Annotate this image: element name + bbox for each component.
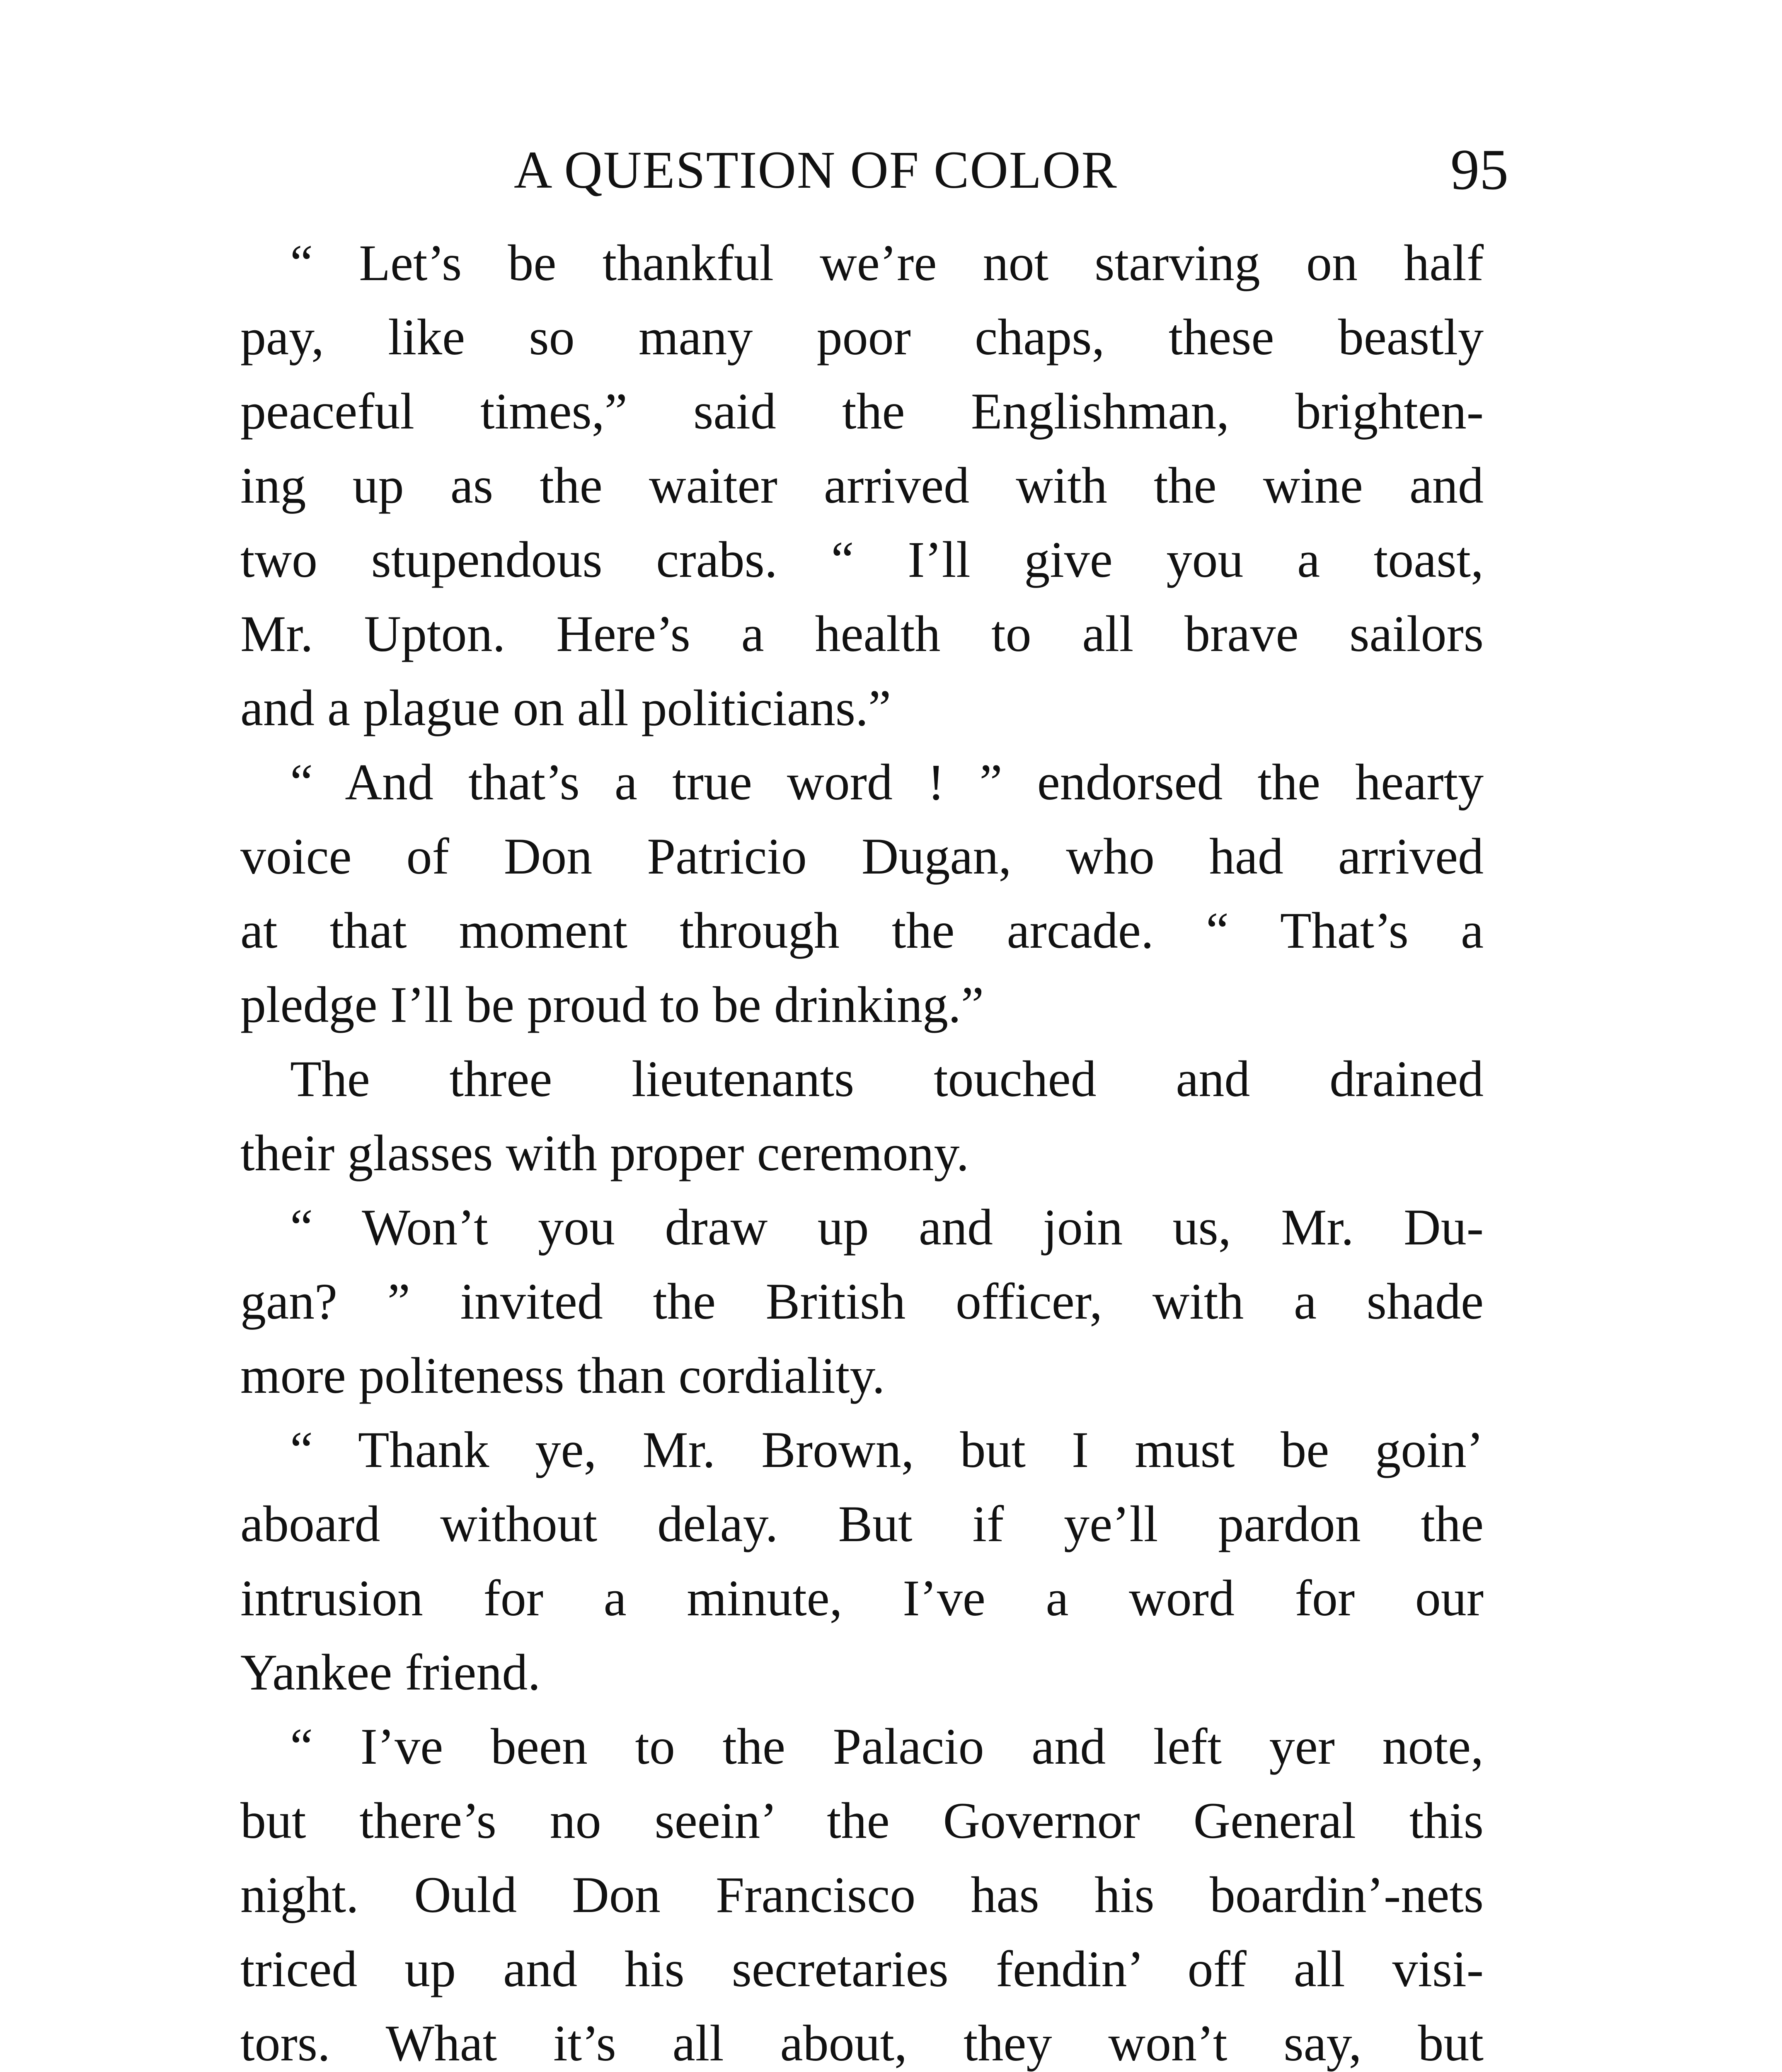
text-line: “ And that’s a true word ! ” endorsed the hearty: [290, 754, 1484, 811]
text-line: peaceful times,” said the Englishman, brighten-: [240, 383, 1484, 440]
text-line: “ Let’s be thankful we’re not starving on half: [290, 235, 1484, 291]
text-line: tors. What it’s all about, they won’t say, but: [240, 2015, 1484, 2072]
text-line: intrusion for a minute, I’ve a word for our: [240, 1570, 1484, 1627]
running-title: A QUESTION OF COLOR: [514, 140, 1118, 199]
text-line: at that moment through the arcade. “ That’s a: [240, 902, 1484, 959]
text-line: but there’s no seein’ the Governor General this: [240, 1792, 1484, 1849]
text-line: Yankee friend.: [240, 1644, 541, 1701]
text-line: voice of Don Patricio Dugan, who had arrived: [240, 828, 1484, 885]
text-line: their glasses with proper ceremony.: [240, 1125, 969, 1181]
text-line: gan? ” invited the British officer, with a shade: [240, 1273, 1484, 1330]
text-line: aboard without delay. But if ye’ll pardon the: [240, 1496, 1484, 1552]
text-line: “ Won’t you draw up and join us, Mr. Du-: [290, 1199, 1484, 1256]
text-line: Mr. Upton. Here’s a health to all brave sailors: [240, 605, 1484, 662]
text-line: triced up and his secretaries fendin’ off all visi-: [240, 1941, 1484, 1997]
text-line: ing up as the waiter arrived with the wine and: [240, 457, 1484, 514]
text-line: night. Ould Don Francisco has his boardin’-nets: [240, 1866, 1484, 1923]
page-number: 95: [1450, 138, 1508, 202]
text-line: and a plague on all politicians.”: [240, 680, 891, 736]
text-line: The three lieutenants touched and drained: [290, 1051, 1484, 1107]
running-head: [257, 133, 1508, 207]
body-text: [240, 226, 1484, 2072]
text-line: “ Thank ye, Mr. Brown, but I must be goin’: [290, 1421, 1484, 1478]
text-line: “ I’ve been to the Palacio and left yer note,: [290, 1718, 1484, 1775]
text-line: two stupendous crabs. “ I’ll give you a toast,: [240, 531, 1484, 588]
text-line: more politeness than cordiality.: [240, 1347, 885, 1404]
text-line: pay, like so many poor chaps, these beastly: [240, 309, 1484, 366]
text-line: pledge I’ll be proud to be drinking.”: [240, 976, 984, 1033]
